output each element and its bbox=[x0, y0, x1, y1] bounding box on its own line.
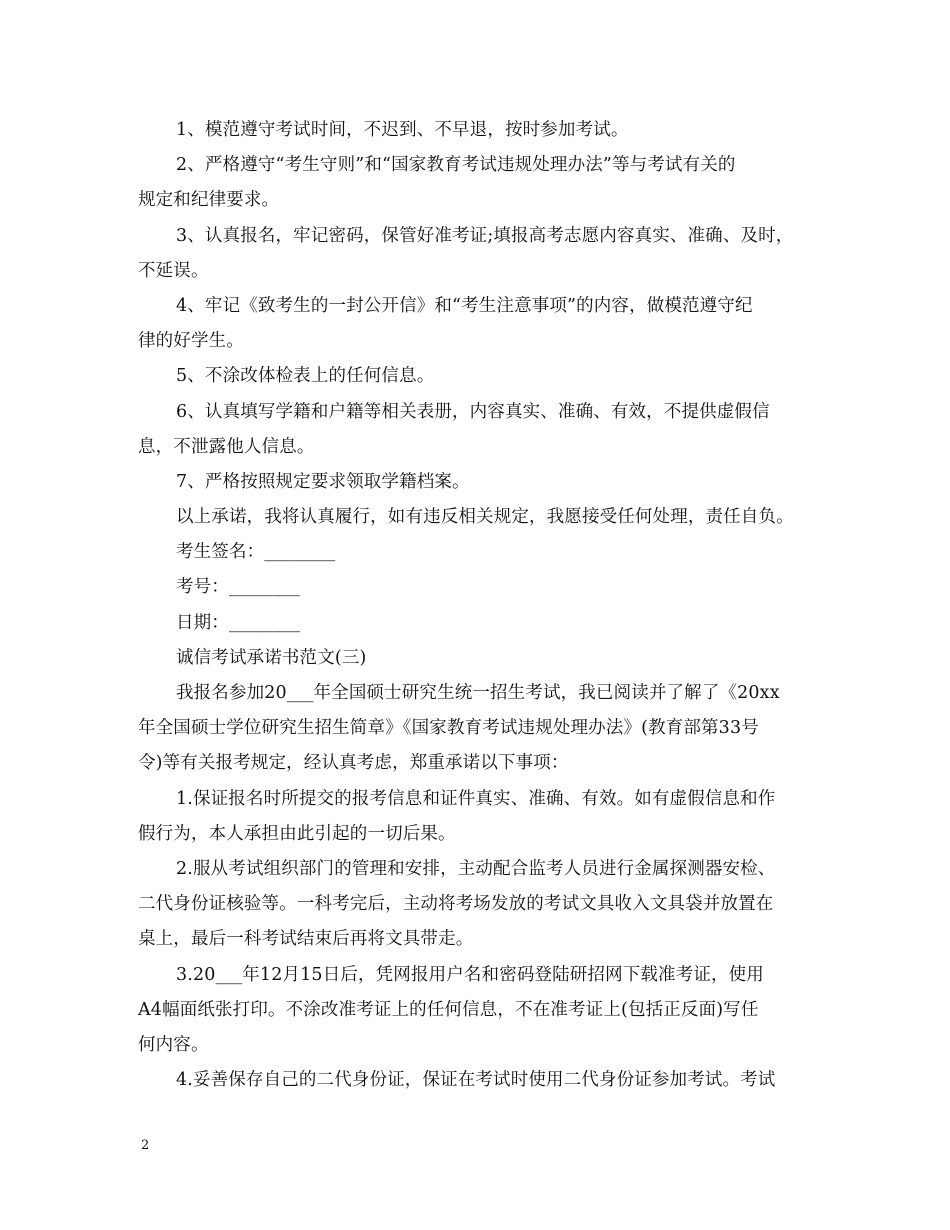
text-line: 日期：________ bbox=[176, 612, 301, 633]
text-line: 规定和纪律要求。 bbox=[138, 190, 280, 211]
text-line: 我报名参加20___年全国硕士研究生统一招生考试，我已阅读并了解了《20xx bbox=[176, 683, 780, 703]
text-line: 律的好学生。 bbox=[138, 331, 244, 352]
text-line: 令)等有关报考规定，经认真考虑，郑重承诺以下事项： bbox=[138, 753, 569, 774]
text-line: 诚信考试承诺书范文(三) bbox=[176, 647, 367, 668]
text-line: A4幅面纸张打印。不涂改准考证上的任何信息，不在准考证上(包括正反面)写任 bbox=[138, 999, 759, 1020]
text-line: 息，不泄露他人信息。 bbox=[138, 436, 315, 457]
text-line: 不延误。 bbox=[138, 260, 209, 281]
text-line: 2.服从考试组织部门的管理和安排，主动配合监考人员进行金属探测器安检、 bbox=[176, 858, 776, 879]
text-line: 5、不涂改体检表上的任何信息。 bbox=[176, 366, 435, 387]
page-number: 2 bbox=[141, 1138, 150, 1153]
text-line: 年全国硕士学位研究生招生简章》《国家教育考试违规处理办法》(教育部第33号 bbox=[138, 718, 759, 739]
text-line: 假行为，本人承担由此引起的一切后果。 bbox=[138, 823, 456, 844]
text-line: 桌上，最后一科考试结束后再将文具带走。 bbox=[138, 929, 474, 950]
text-line: 二代身份证核验等。一科考完后，主动将考场发放的考试文具收入文具袋并放置在 bbox=[138, 894, 774, 915]
text-line: 3、认真报名，牢记密码，保管好准考证;填报高考志愿内容真实、准确、及时， bbox=[176, 225, 794, 246]
text-line: 4、牢记《致考生的一封公开信》和“考生注意事项”的内容，做模范遵守纪 bbox=[176, 295, 753, 316]
text-line: 以上承诺，我将认真履行，如有违反相关规定，我愿接受任何处理，责任自负。 bbox=[176, 507, 794, 528]
text-line: 考生签名：________ bbox=[176, 542, 336, 563]
document-body bbox=[138, 113, 820, 1098]
text-line: 1.保证报名时所提交的报考信息和证件真实、准确、有效。如有虚假信息和作 bbox=[176, 788, 776, 809]
text-line: 1、模范遵守考试时间，不迟到、不早退，按时参加考试。 bbox=[176, 120, 629, 140]
text-line: 6、认真填写学籍和户籍等相关表册，内容真实、准确、有效，不提供虚假信 bbox=[176, 401, 770, 422]
text-line: 3.20___年12月15日后，凭网报用户名和密码登陆研招网下载准考证，使用 bbox=[176, 964, 764, 985]
text-line: 考号：________ bbox=[176, 577, 301, 598]
text-line: 7、严格按照规定要求领取学籍档案。 bbox=[176, 471, 470, 492]
text-line: 何内容。 bbox=[138, 1034, 209, 1055]
text-line: 2、严格遵守“考生守则”和“国家教育考试违规处理办法”等与考试有关的 bbox=[176, 155, 736, 176]
text-line: 4.妥善保存自己的二代身份证，保证在考试时使用二代身份证参加考试。考试 bbox=[176, 1070, 776, 1091]
